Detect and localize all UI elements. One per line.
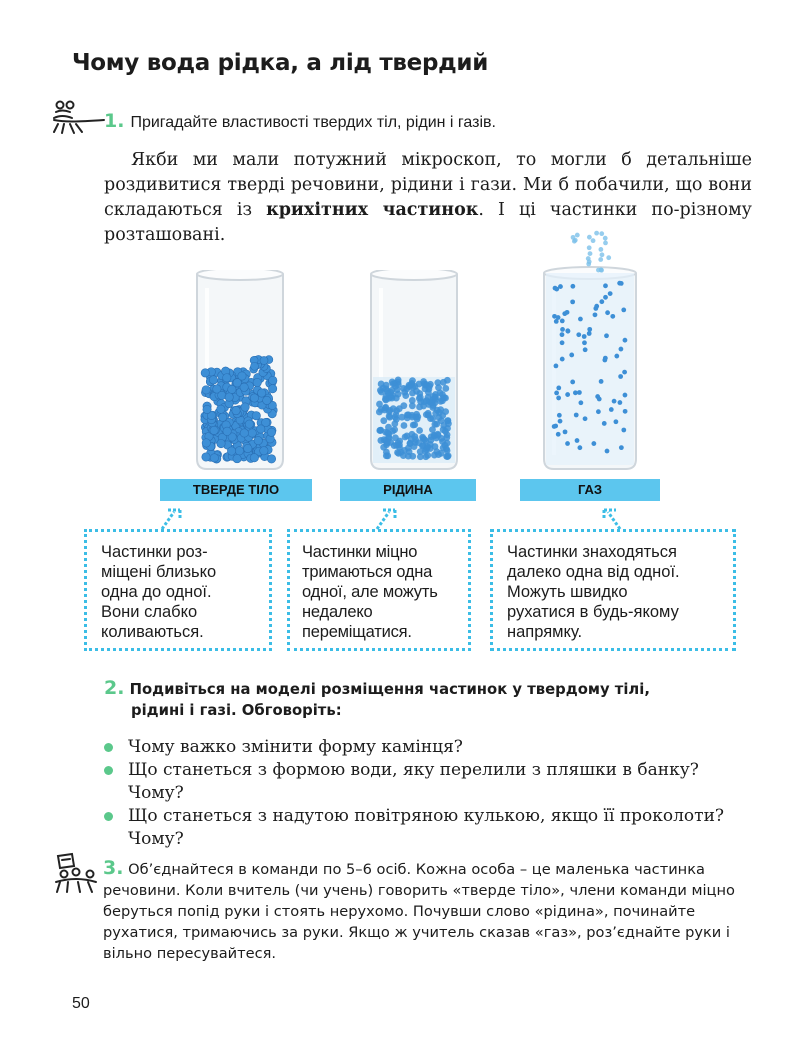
paragraph-text: Якби ми мали потужний мікроскоп, то могли б детальніше роздивитися тверді речовини, рідини і гази. Ми б побачили, що вони складаються із	[104, 150, 752, 220]
callout-line: Частинки міцно	[302, 543, 418, 561]
callout-line: міщені близько	[101, 563, 217, 581]
group-activity-icon	[50, 852, 102, 896]
callout-tail-icon	[375, 504, 399, 531]
callout-liquid	[287, 529, 471, 651]
label-solid: ТВЕРДЕ ТІЛО	[160, 479, 312, 501]
tube-gas	[540, 225, 640, 475]
callout-line: недалеко переміщатися.	[302, 603, 412, 641]
task-2	[104, 678, 754, 721]
callout-line: Частинки роз-	[101, 543, 208, 561]
callout-tail-icon	[600, 504, 624, 531]
callout-line: тримаються одна	[302, 563, 433, 581]
callout-line: Вони слабко	[101, 603, 198, 621]
tube-liquid	[367, 270, 461, 475]
list-item: Що станеться з формою води, яку перелили з пляшки в банку? Чому?	[104, 759, 754, 805]
task-number: 1.	[104, 110, 125, 132]
task-3-text: Об’єднайтеся в команди по 5–6 осіб. Кожна особа – це маленька частинка речовини. Коли вчитель (чи учень) говорить «тверде тіло», члени команди міцно беруться попід руки і стоять нерухомо. Почувши слово «рідина», починайте рухатися, тримаючись за руки. Якщо ж учитель сказав «газ», роз’єднайте руки і вільно пересувайтеся.	[103, 861, 735, 962]
callout-line: напрямку.	[507, 623, 583, 641]
task-2-text: Подивіться на моделі розміщення частинок у твердому тілі,	[129, 681, 650, 698]
paragraph-text-end: . І ці частинки по-різному розташовані.	[104, 200, 752, 245]
callout-line: Частинки знаходяться	[507, 543, 677, 561]
task-number: 3.	[103, 857, 124, 879]
tube-solid	[193, 270, 287, 475]
callout-line: рухатися в будь-якому	[507, 603, 679, 621]
callout-solid	[84, 529, 272, 651]
page-title: Чому вода рідка, а лід твердий	[72, 50, 489, 76]
callout-line: Можуть швидко	[507, 583, 628, 601]
task-1-text: Пригадайте властивості твердих тіл, рідин і газів.	[130, 114, 496, 131]
task-3	[103, 858, 753, 964]
paragraph-bold: крихітних частинок	[266, 200, 479, 220]
task-1	[104, 110, 496, 132]
task-2-text-2: рідині і газі. Обговоріть:	[131, 702, 342, 719]
callout-line: далеко одна від одної.	[507, 563, 680, 581]
list-item: Чому важко змінити форму камінця?	[104, 736, 754, 759]
team-tug-icon	[50, 100, 106, 140]
callout-gas	[490, 529, 736, 651]
list-item: Що станеться з надутою повітряною кулькою, якщо її проколоти? Чому?	[104, 805, 754, 851]
callout-line: одна до одної.	[101, 583, 212, 601]
callout-tail-icon	[160, 504, 184, 531]
intro-paragraph	[104, 148, 752, 248]
task-number: 2.	[104, 677, 125, 699]
label-gas: ГАЗ	[520, 479, 660, 501]
callout-line: одної, але можуть	[302, 583, 438, 601]
question-list	[104, 736, 754, 851]
callout-line: коливаються.	[101, 623, 204, 641]
label-liquid: РІДИНА	[340, 479, 476, 501]
page-number: 50	[72, 995, 90, 1012]
